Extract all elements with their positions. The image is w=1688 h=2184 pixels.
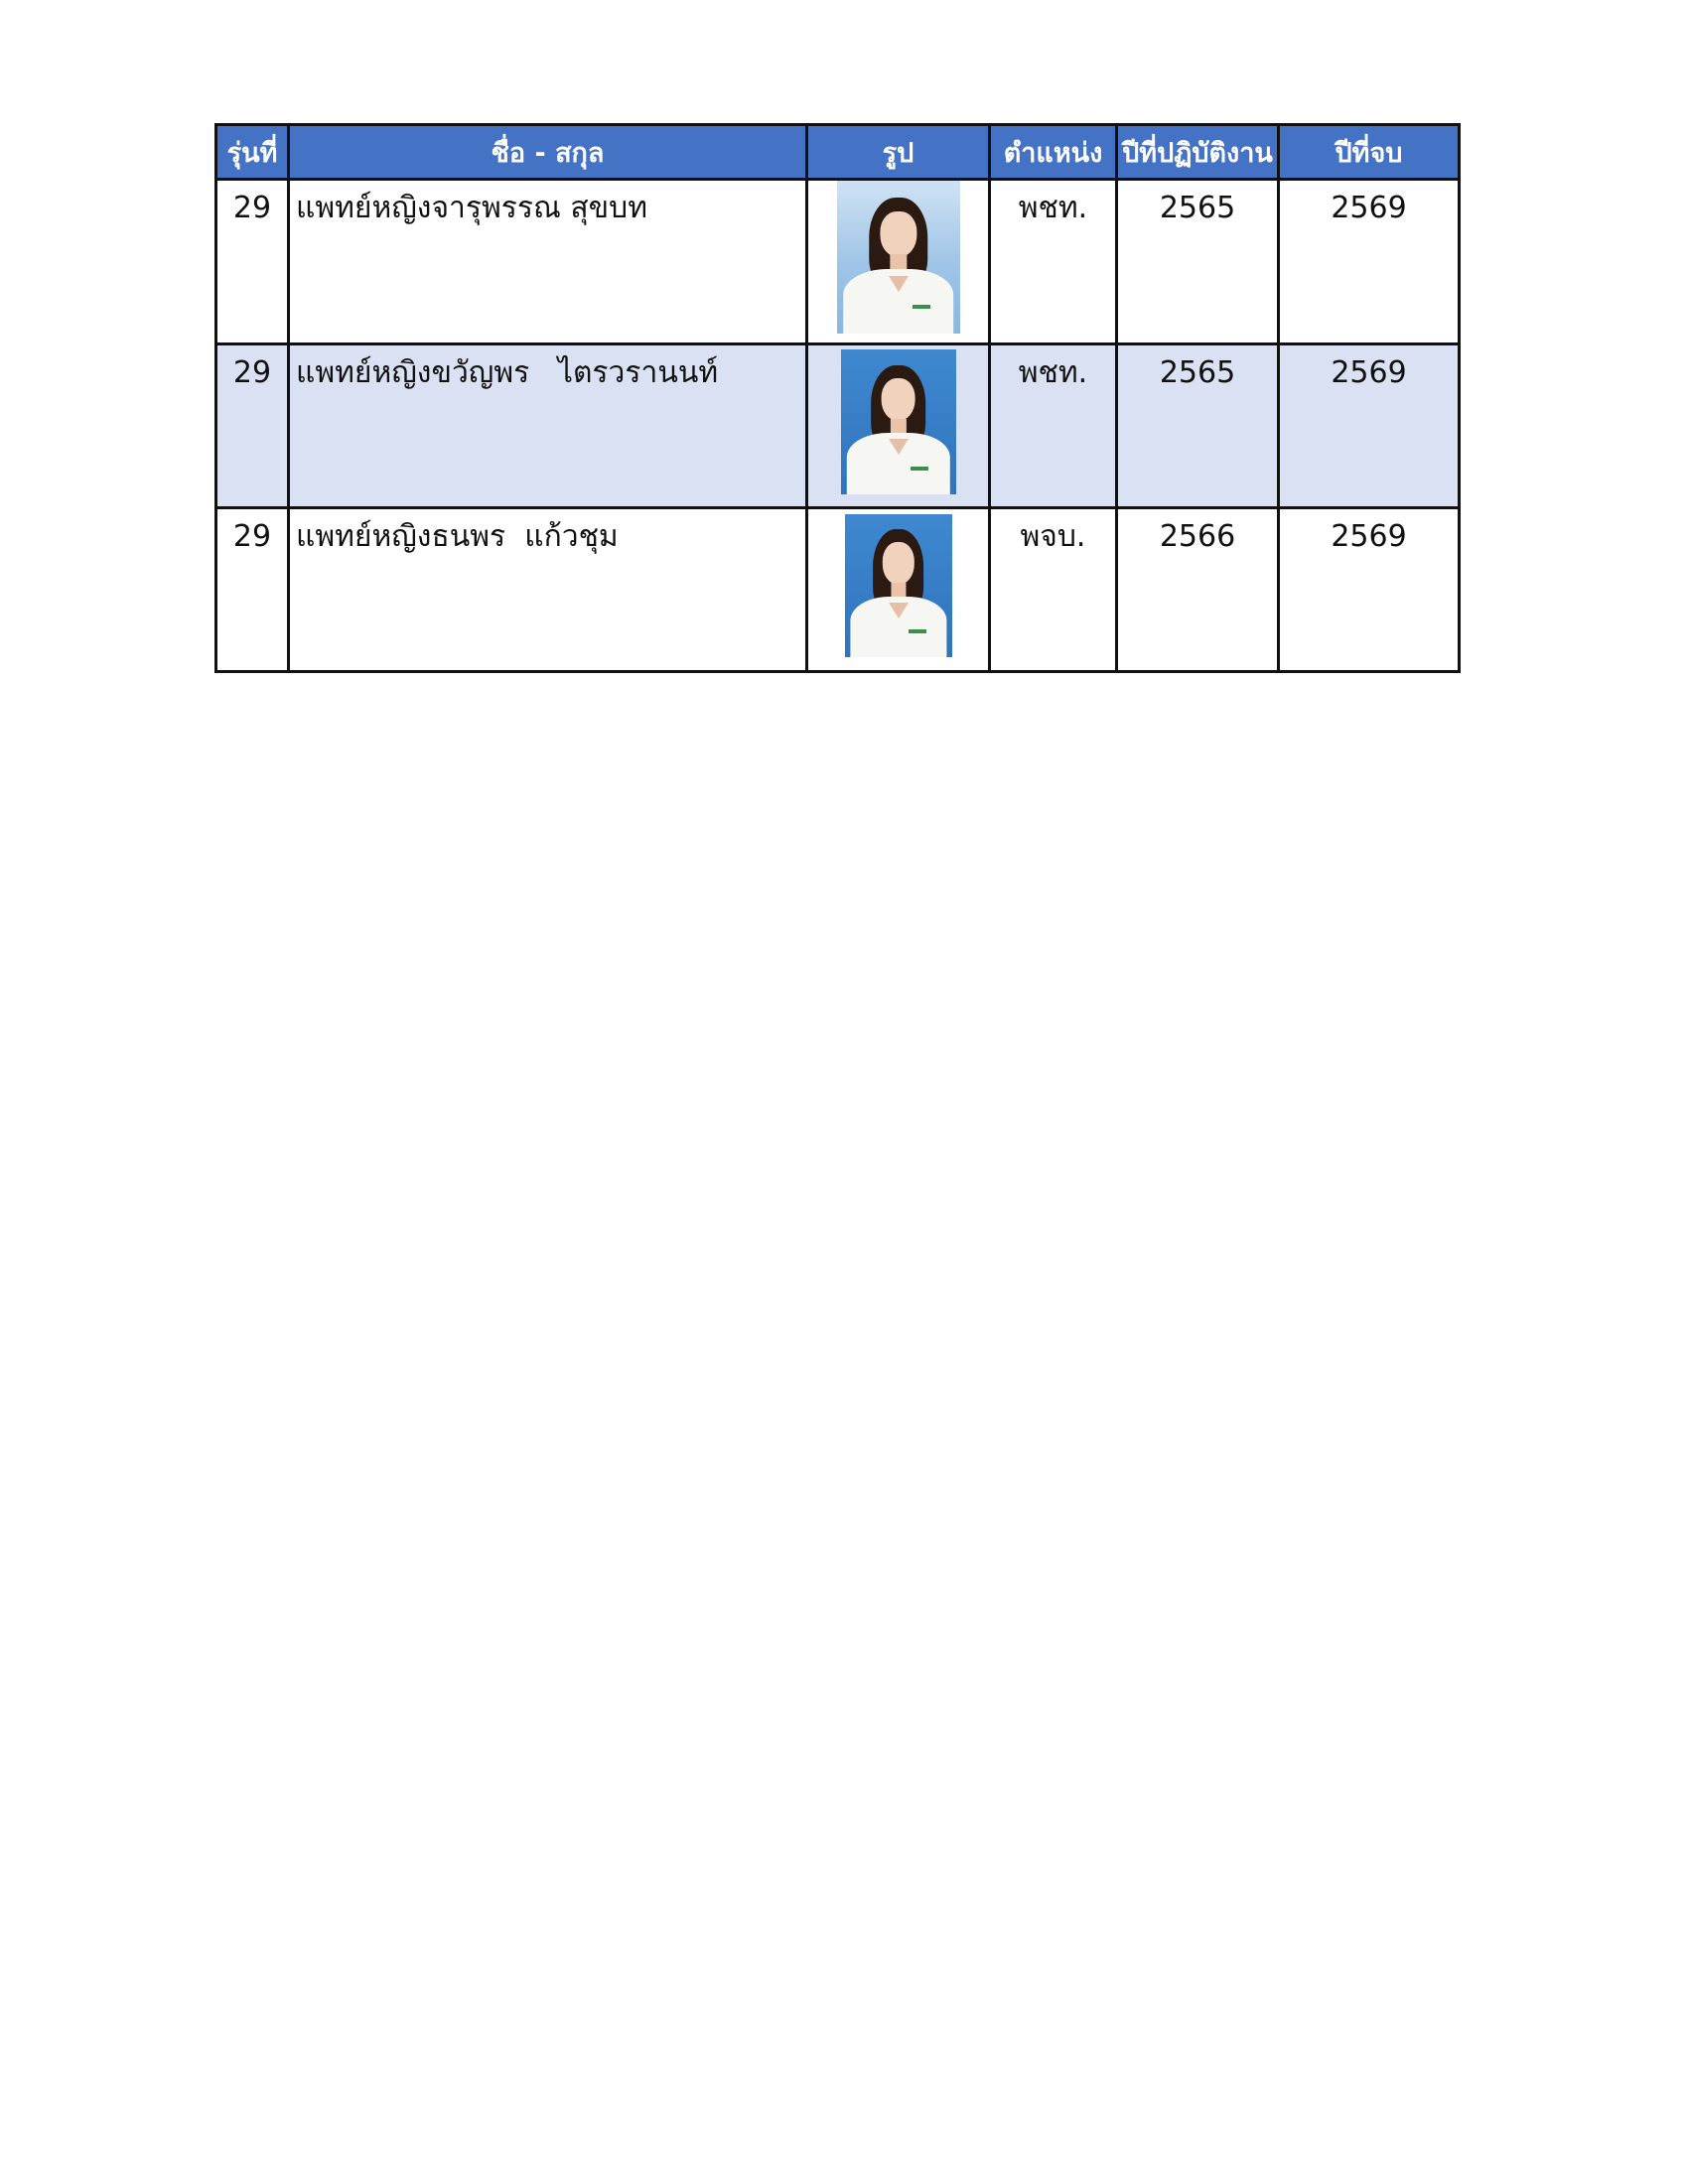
header-class: รุ่นที่: [216, 125, 289, 180]
table-header: [216, 125, 1460, 180]
table-row: [216, 180, 1460, 344]
header-name: ชื่อ - สกุล: [289, 125, 807, 180]
header-photo: รูป: [807, 125, 990, 180]
residents-table: [214, 123, 1461, 673]
header-end-year: ปีที่จบ: [1279, 125, 1460, 180]
table-body: [216, 180, 1460, 672]
header-row: [216, 125, 1460, 180]
table-row: [216, 508, 1460, 672]
cell-name: แพทย์หญิงจารุพรรณ สุขบท: [289, 180, 807, 344]
cell-photo: [807, 508, 990, 672]
cell-class: 29: [216, 180, 289, 344]
cell-position: พจบ.: [990, 508, 1117, 672]
cell-position: พชท.: [990, 344, 1117, 508]
cell-start-year: 2565: [1117, 344, 1279, 508]
portrait-photo: [841, 349, 956, 494]
table-row: [216, 344, 1460, 508]
header-position: ตำแหน่ง: [990, 125, 1117, 180]
cell-start-year: 2566: [1117, 508, 1279, 672]
header-start-year: ปีที่ปฏิบัติงาน: [1117, 125, 1279, 180]
portrait-photo: [845, 514, 952, 657]
cell-end-year: 2569: [1279, 508, 1460, 672]
cell-end-year: 2569: [1279, 180, 1460, 344]
cell-photo: [807, 344, 990, 508]
cell-name: แพทย์หญิงขวัญพร ไตรวรานนท์: [289, 344, 807, 508]
cell-name: แพทย์หญิงธนพร แก้วชุม: [289, 508, 807, 672]
portrait-photo: [837, 181, 960, 334]
cell-class: 29: [216, 344, 289, 508]
cell-photo: [807, 180, 990, 344]
cell-position: พชท.: [990, 180, 1117, 344]
cell-end-year: 2569: [1279, 344, 1460, 508]
cell-start-year: 2565: [1117, 180, 1279, 344]
cell-class: 29: [216, 508, 289, 672]
